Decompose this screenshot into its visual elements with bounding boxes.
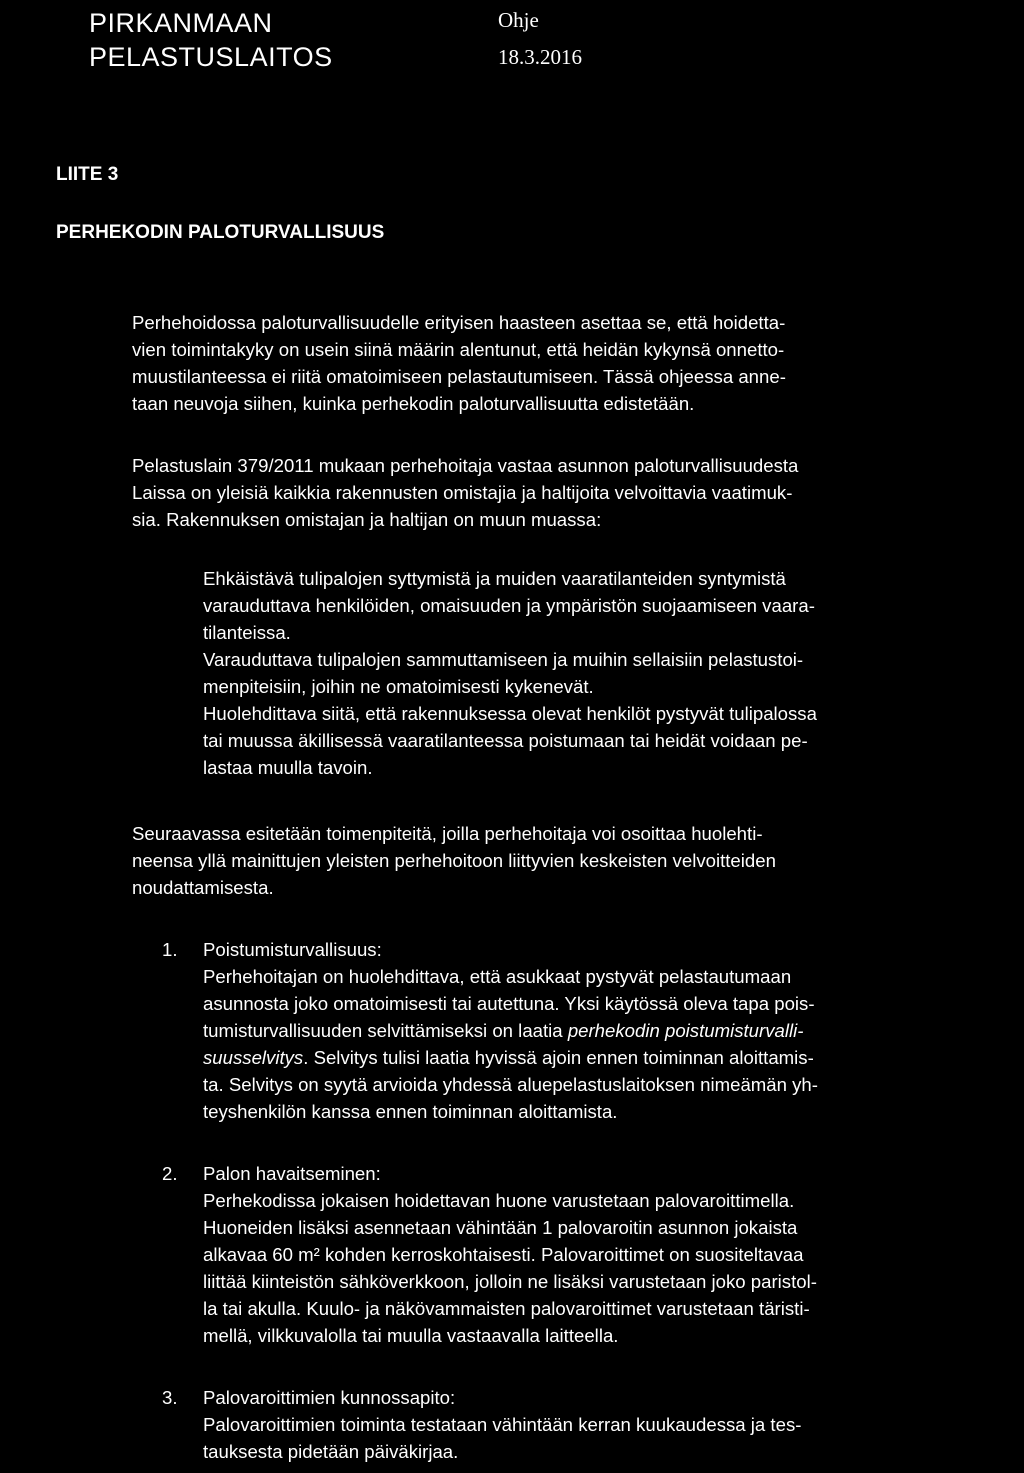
text-line: muustilanteessa ei riitä omatoimiseen pelastautumiseen. Tässä ohjeessa anne- [132,366,786,387]
text-line: Palovaroittimien toiminta testataan vähintään kerran kuukaudessa ja tes- [203,1414,802,1435]
text-line: Perhehoitajan on huolehdittava, että asukkaat pystyvät pelastautumaan [203,966,792,987]
text-line: noudattamisesta. [132,877,274,898]
text-line: Perhekodissa jokaisen hoidettavan huone varustetaan palovaroittimella. [203,1190,795,1211]
text-line: Huolehdittava siitä, että rakennuksessa olevat henkilöt pystyvät tulipalossa [203,703,817,724]
item-number: 1. [162,939,178,960]
appendix-label: LIITE 3 [56,164,119,185]
text-line: Seuraavassa esitetään toimenpiteitä, joilla perhehoitaja voi osoittaa huolehti- [132,823,763,844]
text-line: Huoneiden lisäksi asennetaan vähintään 1 palovaroitin asunnon jokaista [203,1217,798,1238]
text-line: mellä, vilkkuvalolla tai muulla vastaavalla laitteella. [203,1325,619,1346]
text-line: tilanteissa. [203,622,291,643]
document-type: Ohje [498,8,539,32]
text-line [203,1017,818,1044]
text-line: ta. Selvitys on syytä arvioida yhdessä aluepelastuslaitoksen nimeämän yh- [203,1074,818,1095]
text-line: Pelastuslain 379/2011 mukaan perhehoitaja vastaa asunnon paloturvallisuudesta [132,455,799,476]
italic-text: suusselvitys [203,1047,304,1068]
text-line: varauduttava henkilöiden, omaisuuden ja ympäristön suojaamiseen vaara- [203,595,815,616]
item-heading: Palovaroittimien kunnossapito: [203,1387,456,1408]
obligations-list [203,565,817,781]
text-line: la tai akulla. Kuulo- ja näkövammaisten palovaroittimet varustetaan täristi- [203,1298,810,1319]
organization-name-line2: PELASTUSLAITOS [89,42,333,72]
organization-name-line1: PIRKANMAAN [89,8,273,38]
document-date: 18.3.2016 [498,45,582,69]
item-number: 3. [162,1387,178,1408]
text-segment: . Selvitys tulisi laatia hyvissä ajoin ennen toiminnan aloittamis- [303,1047,814,1068]
document-meta [498,2,582,76]
text-line: Varauduttava tulipalojen sammuttamiseen ja muihin sellaisiin pelastustoi- [203,649,804,670]
text-line: Laissa on yleisiä kaikkia rakennusten omistajia ja haltijoita velvoittavia vaatimuk- [132,482,793,503]
italic-text: perhekodin poistumisturvalli- [567,1020,804,1041]
organization-name [89,6,333,74]
text-line: taan neuvoja siihen, kuinka perhekodin paloturvallisuutta edistetään. [132,393,695,414]
text-line: menpiteisiin, joihin ne omatoimisesti kykenevät. [203,676,594,697]
text-line: Ehkäistävä tulipalojen syttymistä ja muiden vaaratilanteiden syntymistä [203,568,786,589]
item-number: 2. [162,1163,178,1184]
document-title: PERHEKODIN PALOTURVALLISUUS [56,222,385,243]
text-line: sia. Rakennuksen omistajan ja haltijan on muun muassa: [132,509,602,530]
item-heading: Poistumisturvallisuus: [203,939,382,960]
text-line: liittää kiinteistön sähköverkkoon, jolloin ne lisäksi varustetaan joko paristol- [203,1271,817,1292]
text-line: Perhehoidossa paloturvallisuudelle erityisen haasteen asettaa se, että hoidetta- [132,312,786,333]
item-text [203,1160,817,1349]
text-line: vien toimintakyky on usein siinä määrin alentunut, että heidän kykynsä onnetto- [132,339,785,360]
text-line: neensa yllä mainittujen yleisten perhehoitoon liittyvien keskeisten velvoitteiden [132,850,776,871]
text-line: alkavaa 60 m² kohden kerroskohtaisesti. Palovaroittimet on suositeltavaa [203,1244,804,1265]
text-line: tai muussa äkillisessä vaaratilanteessa poistumaan tai heidät voidaan pe- [203,730,808,751]
item-text [203,1384,801,1465]
text-line: lastaa muulla tavoin. [203,757,373,778]
text-line: teyshenkilön kanssa ennen toiminnan aloittamista. [203,1101,618,1122]
text-line: asunnosta joko omatoimisesti tai autettuna. Yksi käytössä oleva tapa pois- [203,993,815,1014]
text-segment: tumisturvallisuuden selvittämiseksi on laatia [203,1020,568,1041]
intro-paragraph [132,309,786,417]
text-line [203,1044,818,1071]
item-heading: Palon havaitseminen: [203,1163,381,1184]
text-line: tauksesta pidetään päiväkirjaa. [203,1441,459,1462]
law-paragraph [132,452,798,533]
measures-intro-paragraph [132,820,776,901]
item-text [203,936,818,1125]
